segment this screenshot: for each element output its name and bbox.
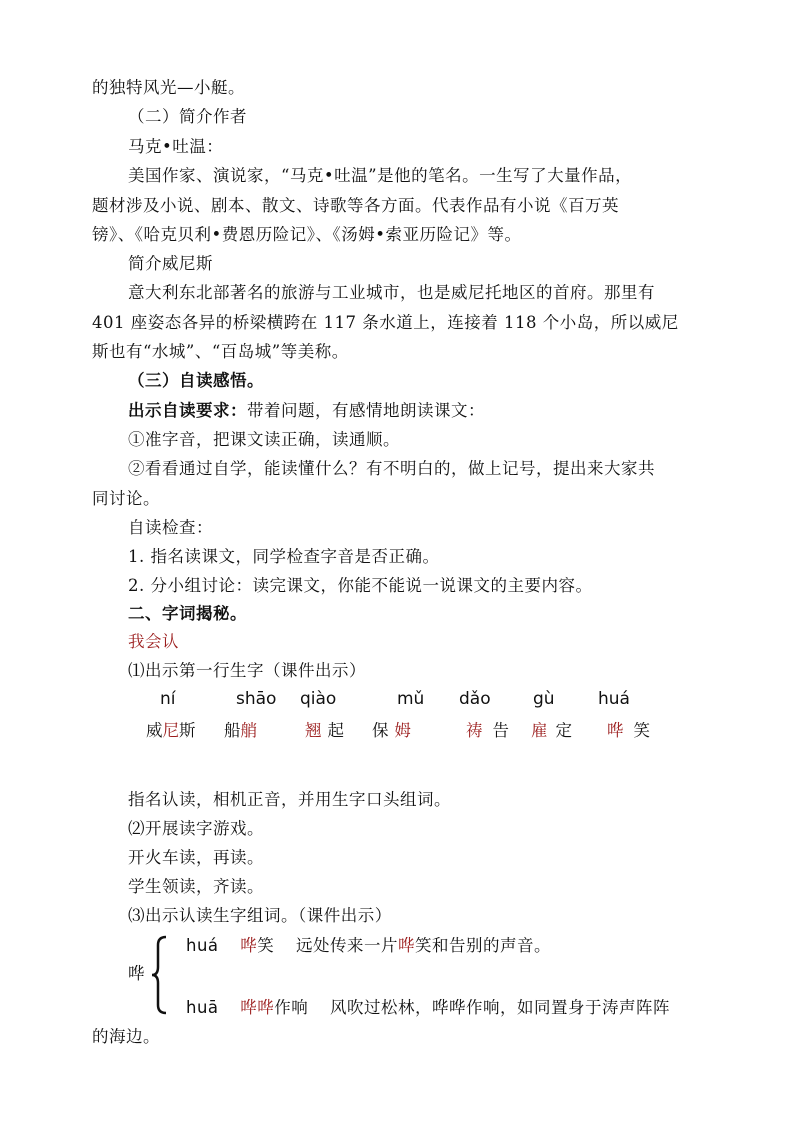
pinyin-label: qiào — [300, 689, 337, 709]
pinyin-label: ní — [160, 689, 176, 709]
text-line: ⑶出示认读生字组词。（课件出示） — [128, 906, 392, 925]
text-line: 401 座姿态各异的桥梁横跨在 117 条水道上，连接着 118 个小岛，所以威尼 — [92, 313, 679, 332]
polyphone-character: 哗 — [128, 964, 145, 983]
vocab-word-tilt: 翘 起 — [305, 721, 344, 740]
subheading-i-can-read: 我会认 — [128, 632, 179, 651]
pinyin-label: dǎo — [459, 689, 491, 709]
text-line: 开火车读，再读。 — [128, 848, 264, 867]
text-line: 的独特风光—小艇。 — [92, 78, 245, 97]
text-line: 斯也有“水城”、“百岛城”等美称。 — [92, 342, 349, 361]
polyphone-reading-2: huā 哗哗作响 风吹过松林，哗哗作响，如同置身于涛声阵阵 — [186, 998, 671, 1017]
vocab-word-boatman: 船艄 — [224, 721, 257, 740]
bold-label: 出示自读要求： — [128, 401, 247, 420]
vocab-word-pray: 祷 告 — [466, 721, 509, 740]
text-line: 学生领读，齐读。 — [128, 877, 264, 896]
brace-icon — [150, 935, 170, 1015]
text-line: ①准字音，把课文读正确，读通顺。 — [128, 430, 400, 449]
section-heading-vocabulary: 二、字词揭秘。 — [128, 604, 247, 623]
text-line: ⑴出示第一行生字（课件出示） — [128, 661, 366, 680]
pinyin-label: shāo — [236, 689, 277, 709]
text-line — [128, 401, 794, 421]
text-line: 美国作家、演说家，“马克•吐温”是他的笔名。一生写了大量作品， — [128, 166, 633, 185]
vocab-word-venice: 威尼斯 — [146, 721, 196, 740]
polyphone-reading-1: huá 哗笑 远处传来一片哗笑和告别的声音。 — [186, 936, 552, 955]
vocab-word-nanny: 保 姆 — [372, 721, 411, 740]
text-line: 指名认读，相机正音，并用生字口头组词。 — [128, 790, 451, 809]
text-line: 马克•吐温： — [128, 137, 224, 156]
text-line: ⑵开展读字游戏。 — [128, 819, 264, 838]
text-line: 同讨论。 — [92, 489, 160, 508]
text-line: 简介威尼斯 — [128, 254, 213, 273]
text-line: ②看看通过自学，能读懂什么？有不明白的，做上记号，提出来大家共 — [128, 459, 655, 478]
text-line: 自读检查： — [128, 518, 213, 537]
vocab-word-hire: 雇 定 — [531, 721, 572, 740]
text-line: 的海边。 — [92, 1027, 160, 1046]
pinyin-label: huá — [598, 689, 630, 709]
vocab-word-laughter: 哗 笑 — [607, 721, 650, 740]
text-line: 意大利东北部著名的旅游与工业城市，也是威尼托地区的首府。那里有 — [128, 283, 655, 302]
text-line: 镑》、《哈克贝利•费恩历险记》、《汤姆•索亚历险记》等。 — [92, 225, 522, 244]
text-line: 1. 指名读课文，同学检查字音是否正确。 — [128, 547, 440, 566]
pinyin-label: gù — [533, 689, 555, 709]
pinyin-label: mǔ — [397, 689, 425, 709]
section-heading-self-reading: （三）自读感悟。 — [128, 371, 264, 390]
section-heading-author: （二）简介作者 — [128, 107, 247, 126]
text-span: 带着问题，有感情地朗读课文： — [247, 401, 485, 420]
text-line: 2. 分小组讨论：读完课文，你能不能说一说课文的主要内容。 — [128, 576, 593, 595]
text-line: 题材涉及小说、剧本、散文、诗歌等各方面。代表作品有小说《百万英 — [92, 196, 619, 215]
